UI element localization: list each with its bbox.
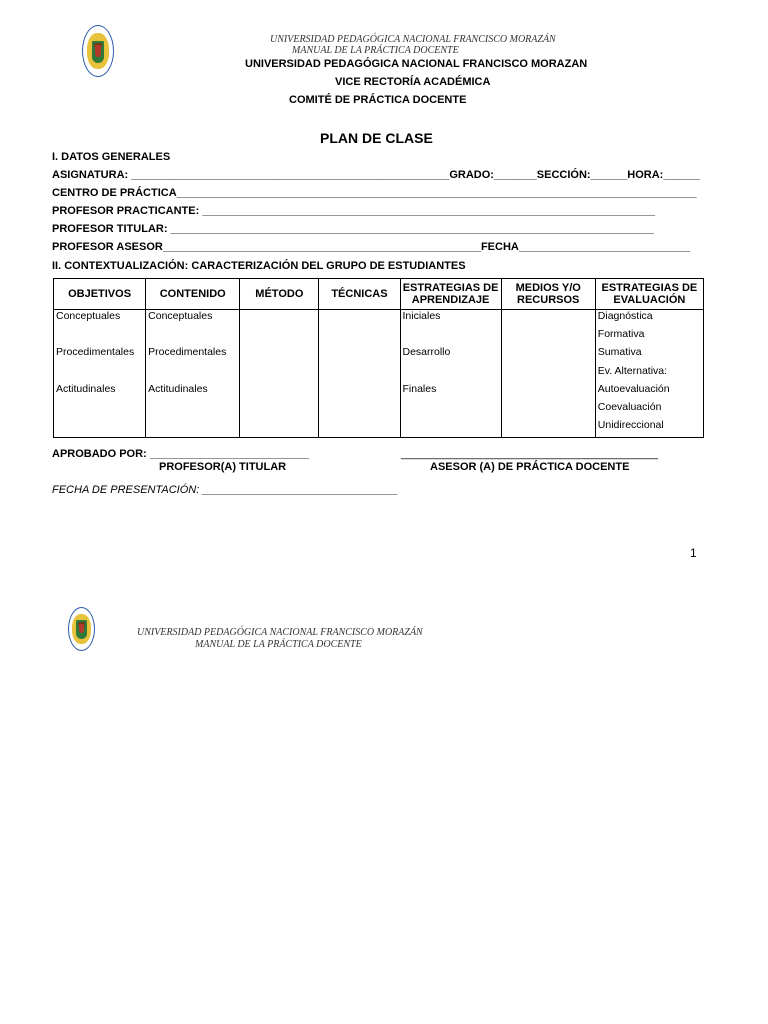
objetivos-cell[interactable]: [54, 310, 146, 438]
asesor-signature-line[interactable]: __________________________________________: [401, 448, 658, 460]
university-seal-icon: [68, 607, 95, 651]
list-item: Autoevaluación: [597, 382, 670, 395]
list-item: Actitudinales: [148, 382, 208, 395]
list-item: Iniciales: [402, 310, 441, 322]
table-header-row: [54, 279, 704, 310]
list-item: Procedimentales: [56, 346, 135, 359]
list-item: Finales: [402, 382, 437, 395]
list-item: Diagnóstica: [597, 310, 653, 322]
estrategias-evaluacion-cell[interactable]: [595, 310, 703, 438]
fecha-presentacion-field[interactable]: FECHA DE PRESENTACIÓN: ________________________________: [52, 484, 399, 496]
list-item: Conceptuales: [56, 310, 121, 322]
footer-italic-line2: MANUAL DE LA PRÁCTICA DOCENTE: [195, 639, 362, 650]
col-header-tecnicas: TÉCNICAS: [319, 279, 400, 310]
page-number: 1: [690, 546, 697, 560]
section-datos-generales: I. DATOS GENERALES: [52, 151, 171, 163]
list-item: Actitudinales: [56, 382, 116, 395]
list-item: Desarrollo: [402, 346, 451, 359]
comite-practica: COMITÉ DE PRÁCTICA DOCENTE: [289, 94, 467, 106]
list-item: [148, 328, 237, 346]
medios-recursos-cell[interactable]: [501, 310, 595, 438]
footer-italic-line1: UNIVERSIDAD PEDAGÓGICA NACIONAL FRANCISCO MORAZÁN: [137, 627, 423, 638]
header-italic-line1: UNIVERSIDAD PEDAGÓGICA NACIONAL FRANCISCO MORAZÁN: [270, 34, 556, 45]
col-header-estrategias-evaluacion: ESTRATEGIAS DE EVALUACIÓN: [595, 279, 703, 310]
list-item: Coevaluación: [597, 400, 662, 413]
profesor-titular-label: PROFESOR(A) TITULAR: [159, 461, 287, 473]
list-item: [403, 328, 499, 346]
list-item: [56, 328, 143, 346]
contenido-cell[interactable]: [146, 310, 240, 438]
col-header-medios-recursos: MEDIOS Y/O RECURSOS: [501, 279, 595, 310]
plan-table: [53, 278, 704, 438]
aprobado-por-field[interactable]: APROBADO POR: __________________________: [52, 448, 309, 460]
vice-rectoria: VICE RECTORÍA ACADÉMICA: [335, 76, 491, 88]
list-item: Unidireccional: [597, 419, 664, 432]
list-item: [56, 365, 143, 383]
list-item: Sumativa: [597, 346, 642, 359]
profesor-practicante-field[interactable]: PROFESOR PRACTICANTE: __________________________________________________________________________: [52, 205, 656, 217]
asignatura-field[interactable]: ASIGNATURA: ____________________________________________________GRADO:_______SECCIÓN:______HORA:______: [52, 169, 701, 181]
table-row: [54, 310, 704, 438]
col-header-contenido: CONTENIDO: [146, 279, 240, 310]
col-header-objetivos: OBJETIVOS: [54, 279, 146, 310]
asesor-practica-label: ASESOR (A) DE PRÁCTICA DOCENTE: [430, 461, 630, 473]
col-header-metodo: MÉTODO: [240, 279, 319, 310]
section-contextualizacion: II. CONTEXTUALIZACIÓN: CARACTERIZACIÓN DEL GRUPO DE ESTUDIANTES: [52, 260, 466, 272]
metodo-cell[interactable]: [240, 310, 319, 438]
page-title: PLAN DE CLASE: [320, 130, 433, 146]
list-item: [403, 365, 499, 383]
profesor-titular-field[interactable]: PROFESOR TITULAR: _______________________________________________________________________________: [52, 223, 654, 235]
list-item: Ev. Alternativa:: [597, 364, 668, 377]
profesor-asesor-field[interactable]: PROFESOR ASESOR____________________________________________________FECHA____________________________: [52, 241, 691, 253]
university-seal-icon: [82, 25, 114, 77]
header-italic-line2: MANUAL DE LA PRÁCTICA DOCENTE: [292, 45, 459, 56]
col-header-estrategias-aprendizaje: ESTRATEGIAS DE APRENDIZAJE: [400, 279, 501, 310]
centro-practica-field[interactable]: CENTRO DE PRÁCTICA_____________________________________________________________________________________: [52, 187, 697, 199]
tecnicas-cell[interactable]: [319, 310, 400, 438]
list-item: Formativa: [597, 328, 645, 341]
list-item: [148, 365, 237, 383]
estrategias-aprendizaje-cell[interactable]: [400, 310, 501, 438]
list-item: Conceptuales: [148, 310, 213, 322]
list-item: Procedimentales: [148, 346, 227, 359]
university-name: UNIVERSIDAD PEDAGÓGICA NACIONAL FRANCISCO MORAZAN: [245, 58, 588, 70]
